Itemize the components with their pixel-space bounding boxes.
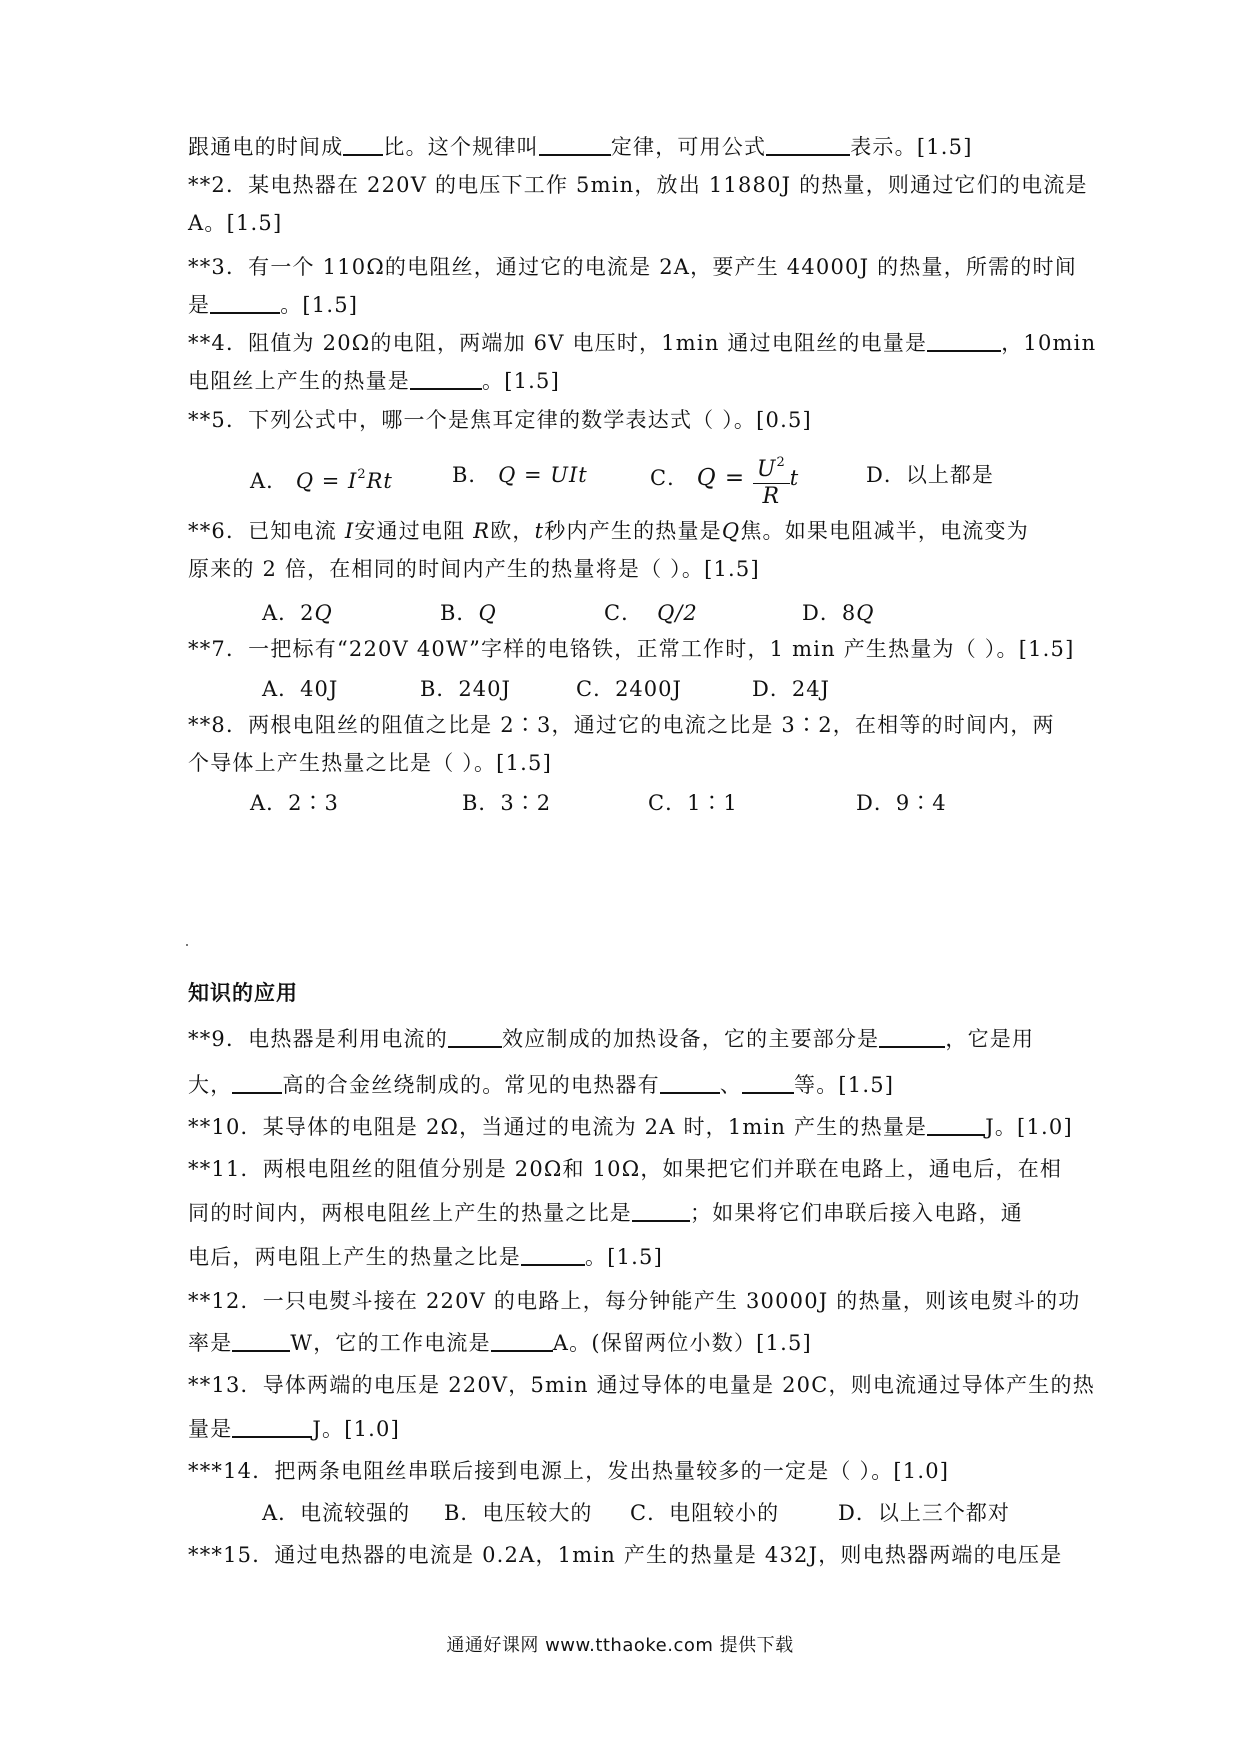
text-segment: **9．电热器是利用电流的 [188,1027,448,1051]
question-11-line-2 [188,1194,1068,1232]
text-segment: 秒内产生的热量是 [544,519,722,543]
text-segment: 量是 [188,1417,233,1441]
text-segment: 定律，可用公式 [610,135,767,159]
text-segment: **6．已知电流 [188,519,345,543]
text-segment: 电后，两电阻上产生的热量之比是 [188,1245,521,1269]
q8-option-c[interactable]: C．1∶1 [648,791,738,815]
q7-option-a[interactable]: A．40J [262,677,339,701]
text-segment: 等。[1.5] [794,1073,895,1097]
option-label: D．8 [802,601,857,625]
q7-option-c[interactable]: C．2400J [576,677,682,701]
option-label: C． [604,601,644,625]
fraction-numerator [753,450,790,484]
formula: Q = UIt [498,463,588,487]
text-segment: J。[1.0] [312,1417,401,1441]
question-13-line-2 [188,1410,1068,1448]
q5-option-b[interactable] [452,456,588,494]
superscript: 2 [776,454,786,470]
answer-blank[interactable] [766,130,850,156]
question-1-continuation [188,128,1068,166]
question-14: ***14．把两条电阻丝串联后接到电源上，发出热量较多的一定是（ ）。[1.0] [188,1459,950,1483]
variable: Q [478,601,497,625]
answer-blank[interactable] [232,1412,312,1438]
formula: Q = [696,465,746,491]
variable: Q [856,601,875,625]
q8-option-d[interactable]: D．9∶4 [856,791,947,815]
question-5: **5．下列公式中，哪一个是焦耳定律的数学表达式（ ）。[0.5] [188,408,812,432]
option-label: A． [250,469,289,493]
variable: Q [721,519,741,543]
text-segment: 。[1.5] [280,293,359,317]
q5-option-c[interactable] [650,438,799,518]
answer-blank[interactable] [232,1326,290,1352]
q6-option-d[interactable] [802,594,874,632]
formula: Rt [366,469,393,493]
section-title: 知识的应用 [188,980,298,1005]
q8-option-a[interactable]: A．2∶3 [250,791,339,815]
answer-blank[interactable] [491,1326,553,1352]
text-segment: 、 [719,1073,743,1097]
variable: R [473,519,491,543]
text-segment: 电阻丝上产生的热量是 [188,369,410,393]
fraction-denominator: R [762,483,781,509]
option-label: B． [440,601,479,625]
question-12-line-2 [188,1324,1068,1362]
text-segment: ，它是用 [945,1027,1035,1051]
text-segment: 跟通电的时间成 [188,135,344,159]
answer-blank[interactable] [927,1110,985,1136]
variable: t [534,519,545,543]
text-segment: ，10min [1001,331,1097,355]
question-3-line-1: **3．有一个 110Ω的电阻丝，通过它的电流是 2A，要产生 44000J 的热量，所需的时间 [188,255,1077,279]
answer-blank[interactable] [521,1240,585,1266]
text-segment: 是 [188,293,211,317]
text-segment: 同的时间内，两根电阻丝上产生的热量之比是 [188,1201,632,1225]
q8-option-b[interactable]: B．3∶2 [462,791,552,815]
text-segment: 比。这个规律叫 [383,135,539,159]
text-segment: 高的合金丝绕制成的。常见的电热器有 [282,1073,660,1097]
option-label: B． [452,463,491,487]
answer-blank[interactable] [232,1068,282,1094]
text-segment: J。[1.0] [985,1115,1073,1139]
q14-option-d[interactable]: D．以上三个都对 [838,1501,1010,1525]
text-segment: A。(保留两位小数）[1.5] [552,1331,812,1355]
text-segment: **10．某导体的电阻是 2Ω，当通过的电流为 2A 时，1min 产生的热量是 [188,1115,928,1139]
question-13-line-1: **13．导体两端的电压是 220V，5min 通过导体的电量是 20C，则电流通过导体产生的热 [188,1373,1095,1397]
formula: t [789,466,800,490]
text-segment: 表示。[1.5] [850,135,973,159]
variable: Q/2 [657,601,698,625]
text-segment: **4．阻值为 20Ω的电阻，两端加 6V 电压时，1min 通过电阻丝的电量是 [188,331,928,355]
q7-option-b[interactable]: B．240J [420,677,511,701]
question-9-line-2 [188,1066,1068,1104]
question-15: ***15．通过电热器的电流是 0.2A，1min 产生的热量是 432J，则电热器两端的电压是 [188,1543,1063,1567]
question-8-line-2: 个导体上产生热量之比是（ ）。[1.5] [188,751,552,775]
question-2-line-2: A。[1.5] [188,211,283,235]
answer-blank[interactable] [927,326,1001,352]
answer-blank[interactable] [879,1022,945,1048]
scan-speck [186,944,188,946]
q14-option-b[interactable]: B．电压较大的 [444,1501,593,1525]
answer-blank[interactable] [210,288,280,314]
option-label: C． [650,466,690,490]
answer-blank[interactable] [539,130,611,156]
q6-option-a[interactable] [262,594,333,632]
page-footer: 通通好课网 www.tthaoke.com 提供下载 [446,1635,794,1656]
text-segment: 大， [188,1073,233,1097]
variable: Q [314,601,333,625]
question-6-line-1 [188,512,1068,550]
question-12-line-1: **12．一只电熨斗接在 220V 的电路上，每分钟能产生 30000J 的热量，则该电熨斗的功 [188,1289,1081,1313]
answer-blank[interactable] [343,130,383,156]
answer-blank[interactable] [742,1068,794,1094]
question-10 [188,1108,1073,1146]
text-segment: ；如果将它们串联后接入电路，通 [690,1201,1023,1225]
q14-option-c[interactable]: C．电阻较小的 [630,1501,780,1525]
answer-blank[interactable] [448,1022,502,1048]
text-segment: 安通过电阻 [354,519,474,543]
text-segment: W，它的工作电流是 [290,1331,491,1355]
variable: I [344,519,355,543]
text-segment: 欧， [490,519,535,543]
q6-option-b[interactable] [440,594,497,632]
question-4-line-1 [188,324,1097,362]
question-2-line-1: **2．某电热器在 220V 的电压下工作 5min，放出 11880J 的热量，则通过它们的电流是 [188,173,1088,197]
question-11-line-3 [188,1238,1068,1276]
text-segment: 效应制成的加热设备，它的主要部分是 [501,1027,880,1051]
q14-option-a[interactable]: A．电流较强的 [262,1501,411,1525]
option-label: A．2 [262,601,315,625]
question-6-line-2: 原来的 2 倍，在相同的时间内产生的热量将是（ ）。[1.5] [188,557,760,581]
answer-blank[interactable] [410,364,482,390]
text-segment: 。[1.5] [482,369,560,393]
q5-option-a[interactable] [250,456,393,494]
q6-option-c[interactable] [604,594,698,632]
question-8-line-1: **8．两根电阻丝的阻值之比是 2∶3，通过它的电流之比是 3∶2，在相等的时间内，两 [188,713,1055,737]
answer-blank[interactable] [660,1068,720,1094]
question-9-line-1 [188,1020,1068,1058]
q7-option-d[interactable]: D．24J [752,677,830,701]
q5-option-d[interactable]: D．以上都是 [866,463,994,487]
question-4-line-2 [188,362,1068,400]
answer-blank[interactable] [632,1196,690,1222]
fraction [753,450,790,510]
question-7: **7．一把标有“220V 40W”字样的电铬铁，正常工作时，1 min 产生热量为（ ）。[1.5] [188,637,1075,661]
text-segment: 。[1.5] [585,1245,663,1269]
superscript: 2 [357,467,367,482]
question-11-line-1: **11．两根电阻丝的阻值分别是 20Ω和 10Ω，如果把它们并联在电路上，通电后，在相 [188,1157,1063,1181]
text-segment: 焦。如果电阻减半，电流变为 [740,519,1029,543]
text-segment: 率是 [188,1331,233,1355]
question-3-line-2 [188,286,1068,324]
formula: Q = I [295,469,358,493]
numerator-text: U [756,456,777,482]
